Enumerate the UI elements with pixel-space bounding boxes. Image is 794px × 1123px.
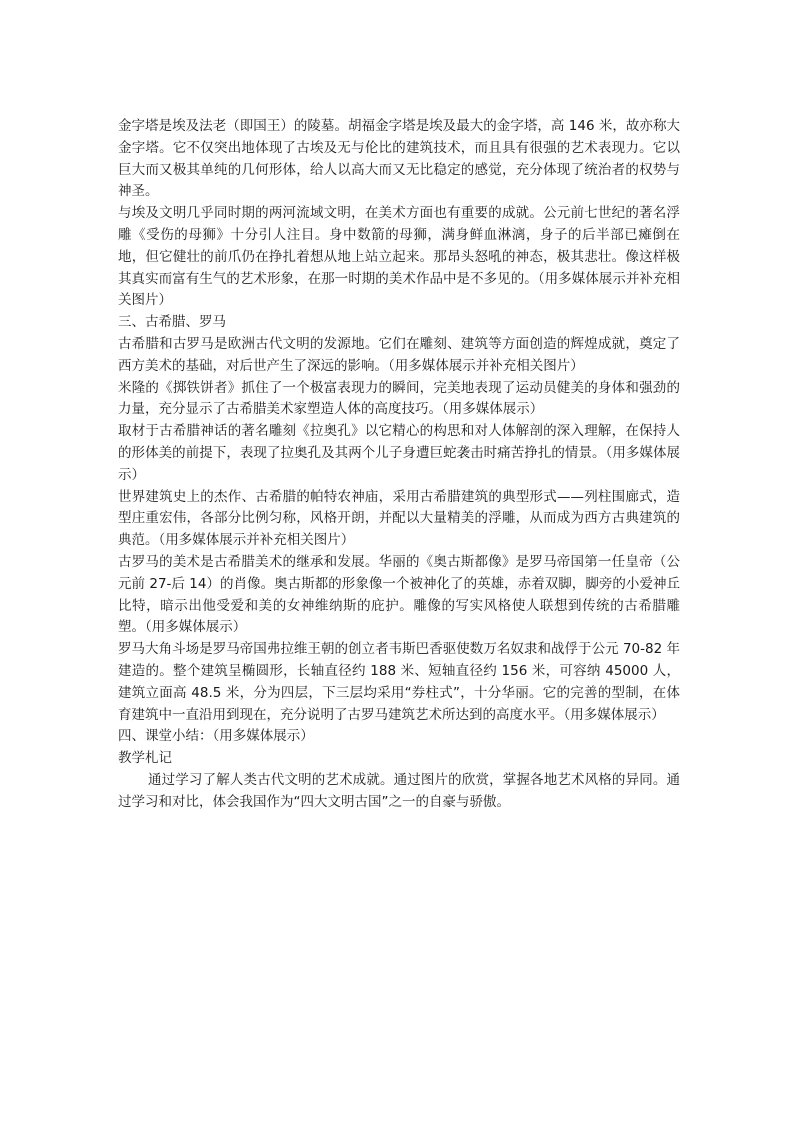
- body-paragraph: 世界建筑史上的杰作、古希腊的帕特农神庙，采用古希腊建筑的典型形式——列柱围廊式，造型庄重宏伟，各部分比例匀称，风格开朗，并配以大量精美的浮雕，从而成为西方古典建筑的典范。（用多媒体展示并补充相关图片）: [118, 488, 680, 549]
- section-heading: 三、古希腊、罗马: [118, 314, 226, 331]
- section-heading: 四、课堂小结：（用多媒体展示）: [118, 728, 314, 745]
- document-body: [118, 116, 680, 814]
- body-paragraph: 古希腊和古罗马是欧洲古代文明的发源地。它们在雕刻、建筑等方面创造的辉煌成就，奠定了西方美术的基础，对后世产生了深远的影响。（用多媒体展示并补充相关图片）: [118, 335, 680, 374]
- body-paragraph: 金字塔是埃及法老（即国王）的陵墓。胡福金字塔是埃及最大的金字塔，高 146 米，故亦称大金字塔。它不仅突出地体现了古埃及无与伦比的建筑技术，而且具有很强的艺术表现力。它以巨大而又极其单纯的几何形体，给人以高大而又无比稳定的感觉，充分体现了统治者的权势与神圣。: [118, 118, 680, 200]
- body-paragraph: 与埃及文明几乎同时期的两河流域文明，在美术方面也有重要的成就。公元前七世纪的著名浮雕《受伤的母狮》十分引人注目。身中数箭的母狮，满身鲜血淋漓，身子的后半部已瘫倒在地，但它健壮的前爪仍在挣扎着想从地上站立起来。那昂头怒吼的神态，极其悲壮。像这样极其真实而富有生气的艺术形象，在那一时期的美术作品中是不多见的。（用多媒体展示并补充相关图片）: [118, 205, 680, 309]
- body-paragraph: 取材于古希腊神话的著名雕刻《拉奥孔》以它精心的构思和对人体解剖的深入理解，在保持人的形体美的前提下，表现了拉奥孔及其两个儿子身遭巨蛇袭击时痛苦挣扎的情景。（用多媒体展示）: [118, 423, 680, 483]
- section-heading: 教学札记: [118, 750, 172, 767]
- body-paragraph: 米隆的《掷铁饼者》抓住了一个极富表现力的瞬间，完美地表现了运动员健美的身体和强劲的力量，充分显示了古希腊美术家塑造人体的高度技巧。（用多媒体展示）: [118, 379, 680, 418]
- body-paragraph: 罗马大角斗场是罗马帝国弗拉维王朝的创立者韦斯巴香驱使数万名奴隶和战俘于公元 70-82 年建造的。整个建筑呈椭圆形，长轴直径约 188 米、短轴直径约 156 米，可容纳 45000 人，建筑立面高 48.5 米，分为四层，下三层均采用“券柱式”，十分华丽。它的完善的型制，在体育建筑中一直沿用到现在，充分说明了古罗马建筑艺术所达到的高度水平。（用多媒体展示）: [118, 641, 680, 723]
- body-paragraph: 古罗马的美术是古希腊美术的继承和发展。华丽的《奥古斯都像》是罗马帝国第一任皇帝（公元前 27-后 14）的肖像。奥古斯都的形象像一个被神化了的英雄，赤着双脚，脚旁的小爱神丘比特，暗示出他受爱和美的女神维纳斯的庇护。雕像的写实风格使人联想到传统的古希腊雕塑。（用多媒体展示）: [118, 553, 680, 636]
- summary-paragraph: 通过学习了解人类古代文明的艺术成就。通过图片的欣赏，掌握各地艺术风格的异同。通过学习和对比，体会我国作为“四大文明古国”之一的自豪与骄傲。: [118, 771, 680, 810]
